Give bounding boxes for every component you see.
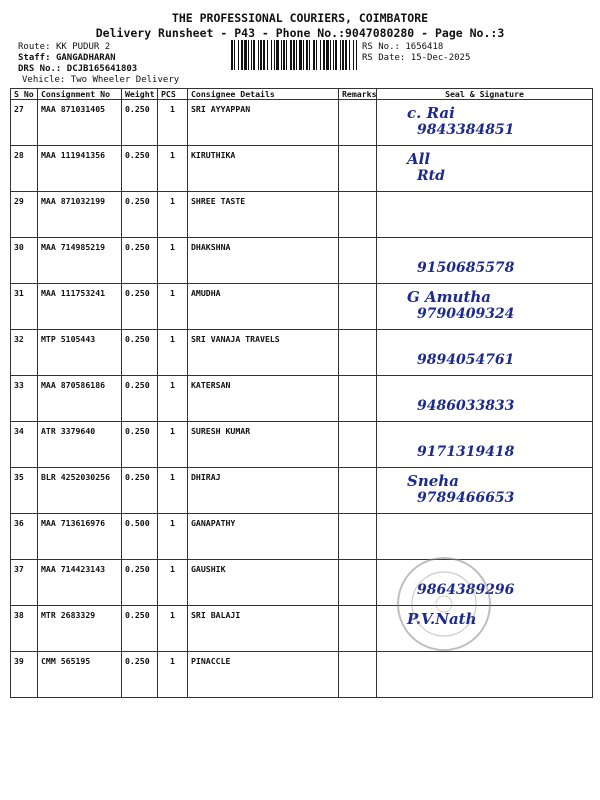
remarks-cell [339, 100, 377, 146]
weight-cell: 0.250 [122, 606, 158, 652]
table-row [11, 652, 593, 698]
pcs-cell: 1 [158, 284, 188, 330]
pcs-cell: 1 [158, 652, 188, 698]
consignment-cell: MAA 111753241 [38, 284, 122, 330]
table-row [11, 606, 593, 652]
sno-cell: 38 [11, 606, 38, 652]
signature-name: Sneha [407, 472, 459, 490]
consignment-cell: MAA 871032199 [38, 192, 122, 238]
signature-cell [377, 192, 593, 238]
weight-cell: 0.250 [122, 330, 158, 376]
vehicle-label: Vehicle: [22, 75, 66, 85]
consignment-cell: MAA 713616976 [38, 514, 122, 560]
sno-cell: 27 [11, 100, 38, 146]
remarks-cell [339, 238, 377, 284]
signature-name: c. Rai [407, 104, 455, 122]
pcs-cell: 1 [158, 560, 188, 606]
route-value: KK PUDUR 2 [55, 42, 111, 52]
signature-phone: 9486033833 [417, 398, 515, 414]
consignee-cell: SRI BALAJI [188, 606, 339, 652]
delivery-table [10, 88, 593, 698]
pcs-cell: 1 [158, 468, 188, 514]
consignee-cell: KIRUTHIKA [188, 146, 339, 192]
table-row [11, 192, 593, 238]
consignment-cell: MAA 714985219 [38, 238, 122, 284]
barcode-icon [231, 40, 357, 70]
company-title: THE PROFESSIONAL COURIERS, COIMBATORE [171, 11, 429, 25]
remarks-cell [339, 560, 377, 606]
vehicle-value: Two Wheeler Delivery [70, 75, 180, 85]
sno-cell: 32 [11, 330, 38, 376]
signature-name: G Amutha [407, 288, 492, 306]
signature-cell [377, 422, 593, 468]
signature-cell [377, 146, 593, 192]
pcs-cell: 1 [158, 606, 188, 652]
seal-stamp [388, 548, 500, 660]
weight-cell: 0.250 [122, 376, 158, 422]
rs-date-label: RS Date: [362, 53, 406, 63]
remarks-cell [339, 146, 377, 192]
consignee-cell: KATERSAN [188, 376, 339, 422]
signature-phone: 9789466653 [417, 490, 515, 506]
table-row [11, 100, 593, 146]
sno-cell: 36 [11, 514, 38, 560]
rs-date-line [362, 53, 470, 63]
table-row [11, 422, 593, 468]
table-row [11, 514, 593, 560]
consignment-cell: MTP 5105443 [38, 330, 122, 376]
col-pcs: PCS [158, 89, 188, 100]
signature-cell [377, 330, 593, 376]
staff-label: Staff: [18, 53, 51, 63]
remarks-cell [339, 468, 377, 514]
col-remarks: Remarks [339, 89, 377, 100]
table-row [11, 376, 593, 422]
signature-cell [377, 468, 593, 514]
table-row [11, 146, 593, 192]
signature-phone: 9843384851 [417, 122, 515, 138]
consignee-cell: GANAPATHY [188, 514, 339, 560]
remarks-cell [339, 652, 377, 698]
table-row [11, 284, 593, 330]
signature-phone: 9790409324 [417, 306, 515, 322]
col-signature: Seal & Signature [377, 89, 593, 100]
remarks-cell [339, 514, 377, 560]
col-sno: S No [11, 89, 38, 100]
signature-cell [377, 100, 593, 146]
runsheet-subtitle: Delivery Runsheet - P43 - Phone No.:9047080280 - Page No.:3 [95, 26, 505, 40]
consignee-cell: SRI AYYAPPAN [188, 100, 339, 146]
col-consignee: Consignee Details [188, 89, 339, 100]
consignment-cell: MAA 111941356 [38, 146, 122, 192]
sno-cell: 34 [11, 422, 38, 468]
table-row [11, 330, 593, 376]
consignee-cell: DHAKSHNA [188, 238, 339, 284]
table-row [11, 468, 593, 514]
pcs-cell: 1 [158, 100, 188, 146]
pcs-cell: 1 [158, 422, 188, 468]
col-weight: Weight [122, 89, 158, 100]
weight-cell: 0.250 [122, 422, 158, 468]
remarks-cell [339, 422, 377, 468]
consignee-cell: SRI VANAJA TRAVELS [188, 330, 339, 376]
consignee-cell: PINACCLE [188, 652, 339, 698]
consignee-cell: GAUSHIK [188, 560, 339, 606]
pcs-cell: 1 [158, 238, 188, 284]
remarks-cell [339, 330, 377, 376]
weight-cell: 0.250 [122, 238, 158, 284]
col-consignment: Consignment No [38, 89, 122, 100]
table-body [11, 100, 593, 698]
rs-no-line [362, 42, 443, 52]
weight-cell: 0.250 [122, 560, 158, 606]
consignee-cell: SURESH KUMAR [188, 422, 339, 468]
signature-phone: 9150685578 [417, 260, 515, 276]
table-header-row [11, 89, 593, 100]
signature-phone: 9864389296 [417, 582, 515, 598]
sno-cell: 39 [11, 652, 38, 698]
weight-cell: 0.250 [122, 652, 158, 698]
consignee-cell: DHIRAJ [188, 468, 339, 514]
table-row [11, 560, 593, 606]
signature-cell [377, 284, 593, 330]
sno-cell: 33 [11, 376, 38, 422]
sno-cell: 29 [11, 192, 38, 238]
weight-cell: 0.250 [122, 468, 158, 514]
consignment-cell: MTR 2683329 [38, 606, 122, 652]
weight-cell: 0.250 [122, 100, 158, 146]
signature-cell [377, 376, 593, 422]
delivery-table-wrap [10, 88, 592, 698]
remarks-cell [339, 284, 377, 330]
remarks-cell [339, 376, 377, 422]
rs-no-label: RS No.: [362, 42, 400, 52]
sno-cell: 31 [11, 284, 38, 330]
consignment-cell: CMM 565195 [38, 652, 122, 698]
consignment-cell: MAA 871031405 [38, 100, 122, 146]
consignment-cell: MAA 870586186 [38, 376, 122, 422]
drs-label: DRS No.: [18, 64, 62, 74]
vehicle-line [22, 75, 179, 85]
pcs-cell: 1 [158, 192, 188, 238]
weight-cell: 0.250 [122, 192, 158, 238]
signature-cell [377, 238, 593, 284]
signature-name: P.V.Nath [407, 610, 477, 628]
signature-phone: 9894054761 [417, 352, 515, 368]
rs-no-value: 1656418 [405, 42, 444, 52]
consignment-cell: BLR 4252030256 [38, 468, 122, 514]
weight-cell: 0.500 [122, 514, 158, 560]
rs-date-value: 15-Dec-2025 [410, 53, 471, 63]
pcs-cell: 1 [158, 376, 188, 422]
consignee-cell: SHREE TASTE [188, 192, 339, 238]
pcs-cell: 1 [158, 146, 188, 192]
staff-value: GANGADHARAN [55, 53, 116, 63]
route-line [18, 42, 110, 52]
sno-cell: 30 [11, 238, 38, 284]
drs-value: DCJB165641803 [66, 64, 138, 74]
remarks-cell [339, 192, 377, 238]
sno-cell: 28 [11, 146, 38, 192]
signature-phone: 9171319418 [417, 444, 515, 460]
weight-cell: 0.250 [122, 284, 158, 330]
table-row [11, 238, 593, 284]
sno-cell: 37 [11, 560, 38, 606]
signature-phone: Rtd [417, 168, 445, 184]
consignee-cell: AMUDHA [188, 284, 339, 330]
route-label: Route: [18, 42, 51, 52]
drs-line [18, 64, 137, 74]
staff-line [18, 53, 116, 63]
signature-name: All [407, 150, 431, 168]
remarks-cell [339, 606, 377, 652]
sno-cell: 35 [11, 468, 38, 514]
consignment-cell: ATR 3379640 [38, 422, 122, 468]
consignment-cell: MAA 714423143 [38, 560, 122, 606]
pcs-cell: 1 [158, 514, 188, 560]
weight-cell: 0.250 [122, 146, 158, 192]
pcs-cell: 1 [158, 330, 188, 376]
